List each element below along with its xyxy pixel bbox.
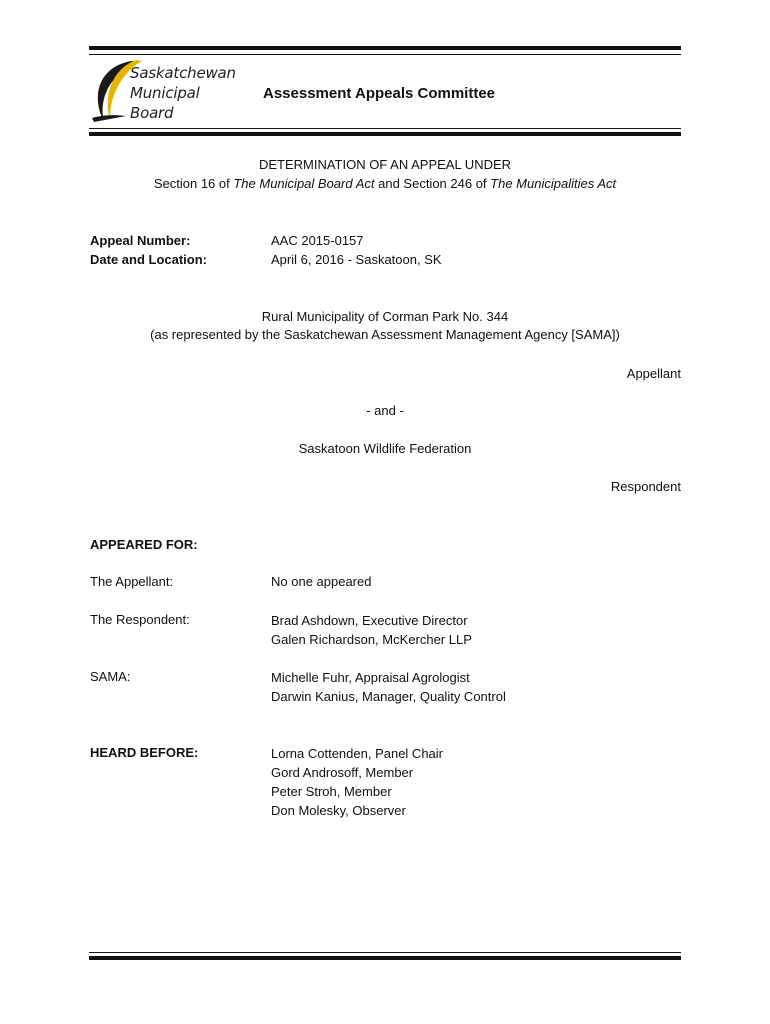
determination-subheading: [89, 176, 681, 191]
appellant-role: Appellant: [626, 366, 681, 381]
determination-section-text-2: and Section 246 of: [374, 176, 491, 191]
respondent-role: Respondent: [610, 479, 681, 494]
appellant-label: The Appellant:: [90, 574, 174, 589]
top-rule-thin: [89, 54, 681, 55]
respondent-name: Saskatoon Wildlife Federation: [298, 441, 472, 456]
sama-appearance-item: Michelle Fuhr, Appraisal Agrologist: [271, 670, 470, 685]
sama-label: SAMA:: [90, 669, 131, 684]
and-separator: - and -: [366, 403, 404, 418]
logo-text-line1: Saskatchewan: [130, 64, 236, 82]
header-rule-thick: [89, 132, 681, 136]
committee-title: Assessment Appeals Committee: [263, 85, 496, 102]
footer-rule-thin: [89, 952, 681, 953]
heard-before-heading: HEARD BEFORE:: [90, 745, 199, 760]
logo-text-line3: Board: [130, 104, 174, 122]
sama-appearances: [271, 668, 506, 706]
appeal-number-value: AAC 2015-0157: [271, 233, 364, 248]
panel-member-item: Lorna Cottenden, Panel Chair: [271, 746, 444, 761]
panel-member-item: Don Molesky, Observer: [271, 803, 406, 818]
appellant-appearance: No one appeared: [271, 574, 372, 589]
appeared-for-heading: APPEARED FOR:: [90, 537, 198, 552]
panel-members: [271, 744, 443, 820]
top-rule-thick: [89, 46, 681, 50]
header-rule-thin: [89, 128, 681, 129]
date-location-value: April 6, 2016 - Saskatoon, SK: [271, 252, 442, 267]
panel-member-item: Peter Stroh, Member: [271, 784, 392, 799]
determination-heading: DETERMINATION OF AN APPEAL UNDER: [258, 157, 512, 172]
appellant-representation: (as represented by the Saskatchewan Assessment Management Agency [SAMA]): [150, 327, 620, 342]
saskatchewan-municipal-board-logo: [90, 58, 260, 124]
respondent-appearance-item: Brad Ashdown, Executive Director: [271, 613, 468, 628]
respondent-appearances: [271, 611, 472, 649]
municipal-board-act: The Municipal Board Act: [233, 176, 375, 191]
appeal-number-label: Appeal Number:: [90, 233, 191, 248]
municipalities-act: The Municipalities Act: [490, 176, 617, 191]
footer-rule-thick: [89, 956, 681, 960]
respondent-label: The Respondent:: [90, 612, 190, 627]
appellant-name: Rural Municipality of Corman Park No. 344: [261, 309, 509, 324]
logo-text-line2: Municipal: [130, 84, 200, 102]
determination-section-text-1: Section 16 of: [153, 176, 234, 191]
date-location-label: Date and Location:: [90, 252, 208, 267]
panel-member-item: Gord Androsoff, Member: [271, 765, 414, 780]
sama-appearance-item: Darwin Kanius, Manager, Quality Control: [271, 689, 506, 704]
respondent-appearance-item: Galen Richardson, McKercher LLP: [271, 632, 472, 647]
